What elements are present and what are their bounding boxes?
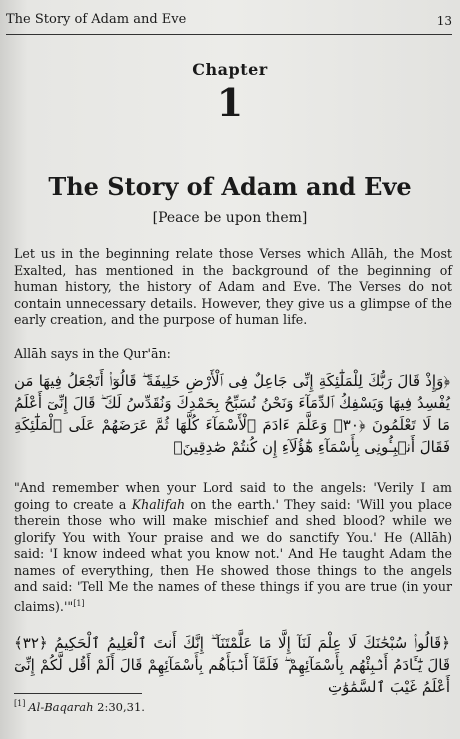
- page-number: 13: [436, 14, 452, 28]
- quran-intro-line: Allāh says in the Qur'ān:: [14, 346, 171, 361]
- arabic-verse-block: ﴿قَالُوا۟ سُبْحَٰنَكَ لَا عِلْمَ لَنَآ إِلَّا مَا عَلَّمْتَنَآ ۖ إِنَّكَ أَنتَ ٱلْعَلِيمُ ٱلْحَكِيمُ ﴿٣٢﴾ قَالَ يَٰٓـَٔادَمُ أَنۢبِئْهُم بِأَسْمَآئِهِمْ ۖ فَلَمَّآ أَنۢبَأَهُم بِأَسْمَآئِهِمْ قَالَ أَلَمْ أَقُل لَّكُمْ إِنِّىٓ أَعْلَمُ غَيْبَ ٱلسَّمَٰوَٰتِ: [14, 634, 450, 696]
- arabic-verse-block: ﴿وَإِذْ قَالَ رَبُّكَ لِلْمَلَٰٓئِكَةِ إِنِّى جَاعِلٌ فِى ٱلْأَرْضِ خَلِيفَةً ۖ قَالُوٓا۟ أَتَجْعَلُ فِيهَا مَن يُفْسِدُ فِيهَا وَيَسْفِكُ ٱلدِّمَآءَ وَنَحْنُ نُسَبِّحُ بِحَمْدِكَ وَنُقَدِّسُ لَكَ ۖ قَالَ إِنِّىٓ أَعْلَمُ مَا لَا تَعْلَمُونَ ﴿٣٠﴾ وَعَلَّمَ ءَادَمَ ٱلْأَسْمَآءَ كُلَّهَا ثُمَّ عَرَضَهُمْ عَلَى ٱلْمَلَٰٓئِكَةِ فَقَالَ أَنۢبِـُٔونِى بِأَسْمَآءِ هَٰٓؤُلَآءِ إِن كُنتُمْ صَٰدِقِينَ﴾: [14, 372, 450, 456]
- chapter-label: Chapter: [192, 60, 268, 79]
- verse-translation: [14, 480, 452, 615]
- translation-italic-term: Khalifah: [131, 496, 186, 512]
- running-head: [6, 12, 452, 35]
- intro-paragraph: Let us in the beginning relate those Verses which Allāh, the Most Exalted, has mentioned in the background of the beginning of human history, the history of Adam and Eve. The Verses do not contain unnecessary details. However, they give us a glimpse of the early creation, and the purpose of human life.: [14, 246, 452, 327]
- footnote-source: Al-Baqarah: [28, 699, 94, 714]
- footnote-marker: [1]: [73, 598, 85, 608]
- footnote-number: [1]: [14, 699, 26, 708]
- footnote-divider: [14, 693, 142, 694]
- chapter-subtitle: [Peace be upon them]: [152, 210, 308, 226]
- running-head-title: The Story of Adam and Eve: [6, 12, 187, 27]
- footnote-reference: 2:30,31.: [93, 699, 145, 714]
- translation-text: "And remember when your Lord said to the angels: 'Verily I am going to create a: [14, 480, 452, 512]
- translation-text-continued: on the earth.' They said: 'Will you place therein those who will make mischief and shed blood? while we glorify You with Your praise and we do sanctify You.' He (Allāh) said: 'I know indeed what you know not.' And He taught Adam the names of everything, then He showed those things to the angels and said: 'Tell Me the names of these things if you are true (in your claims).'": [14, 496, 452, 614]
- footnote: [14, 699, 145, 714]
- chapter-number: 1: [216, 80, 244, 125]
- chapter-title: The Story of Adam and Eve: [48, 172, 412, 201]
